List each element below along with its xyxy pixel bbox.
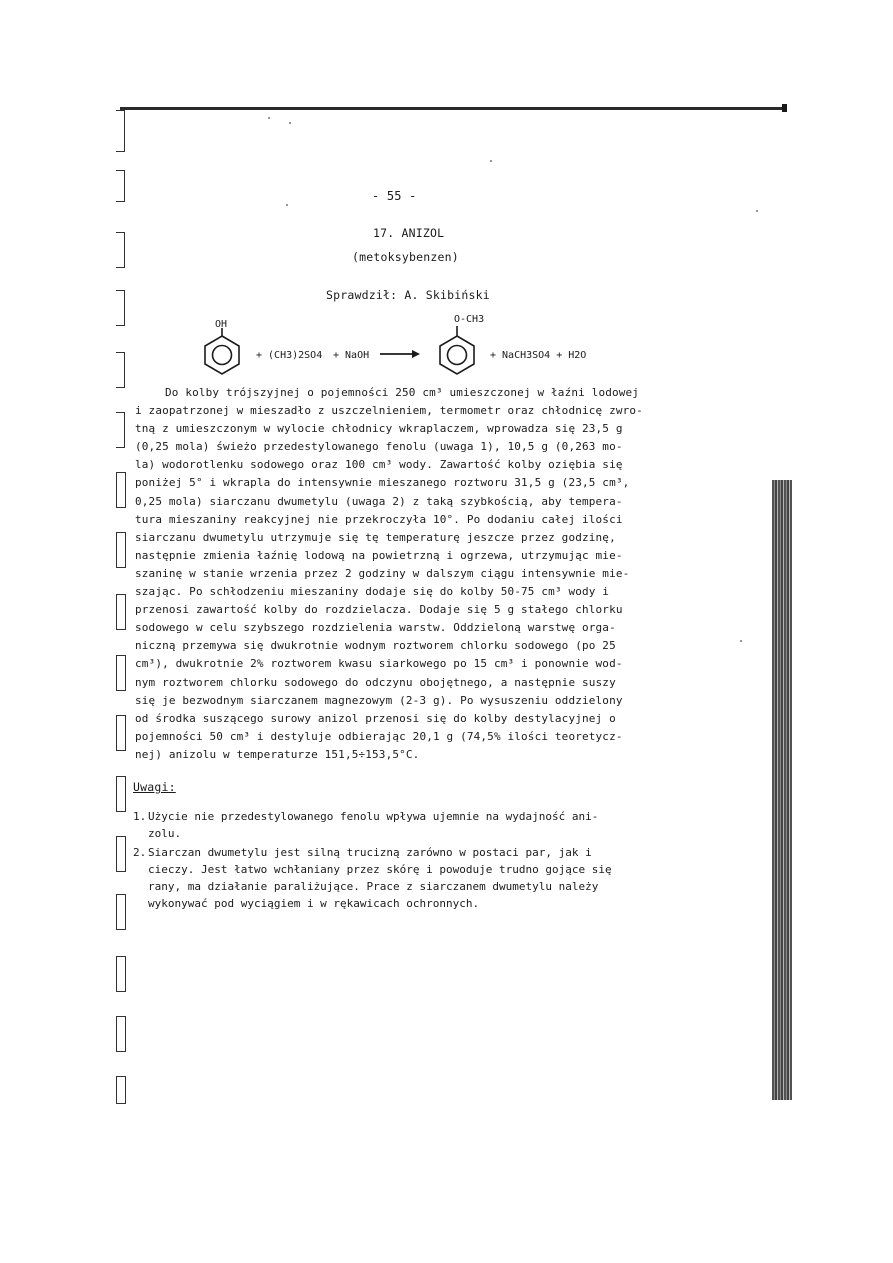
binder-mark — [116, 956, 126, 992]
note-line: rany, ma działanie paraliżujące. Prace z siarczanem dwumetylu należy — [148, 880, 599, 893]
procedure-line: i zaopatrzonej w mieszadło z uszczelnieniem, termometr oraz chłodnicę zwro- — [135, 404, 643, 418]
scan-speck — [286, 204, 288, 206]
binder-mark — [116, 352, 125, 388]
procedure-line: (0,25 mola) świeżo przedestylowanego fenolu (uwaga 1), 10,5 g (0,263 mo- — [135, 440, 623, 454]
procedure-line: pojemności 50 cm³ i destyluje odbierając 20,1 g (74,5% ilości teoretycz- — [135, 729, 623, 743]
right-scan-edge — [772, 480, 792, 1100]
procedure-line: nym roztworem chlorku sodowego do odczynu obojętnego, a następnie suszy — [135, 675, 616, 689]
procedure-line: tura mieszaniny reakcyjnej nie przekroczyła 10°. Po dodaniu całej ilości — [135, 512, 623, 526]
procedure-line: przenosi zawartość kolby do rozdzielacza. Dodaje się 5 g stałego chlorku — [135, 603, 623, 617]
binder-mark — [116, 836, 126, 872]
binder-mark — [116, 110, 125, 152]
procedure-line: się je bezwodnym siarczanem magnezowym (2-3 g). Po wysuszeniu oddzielony — [135, 693, 623, 707]
binder-mark — [116, 170, 125, 202]
binder-mark — [116, 715, 126, 751]
reaction-arrow — [380, 350, 420, 358]
notes-heading: Uwagi: — [133, 780, 176, 794]
binder-mark — [116, 532, 126, 568]
procedure-line: od środka suszącego surowy anizol przenosi się do kolby destylacyjnej o — [135, 711, 616, 725]
reagent-dimethyl-sulfate: + (CH3)2SO4 — [256, 350, 323, 361]
anisole-och3-label: O-CH3 — [454, 314, 485, 325]
note-line: Użycie nie przedestylowanego fenolu wpływa ujemnie na wydajność ani- — [148, 810, 599, 823]
procedure-line: niczną przemywa się dwukrotnie wodnym roztworem chlorku sodowego (po 25 — [135, 639, 616, 653]
binder-mark — [116, 655, 126, 691]
procedure-text — [135, 386, 675, 766]
scan-speck — [756, 210, 758, 212]
phenol-oh-label: OH — [215, 319, 228, 330]
note-line: wykonywać pod wyciągiem i w rękawicach ochronnych. — [148, 897, 480, 910]
binder-mark — [116, 232, 125, 268]
note-item — [133, 808, 673, 842]
scan-speck — [268, 117, 270, 119]
top-edge-mark — [782, 104, 787, 112]
scan-speck — [289, 122, 291, 124]
binder-mark — [116, 1076, 126, 1104]
notes-list — [133, 808, 673, 912]
procedure-line: nej) anizolu w temperaturze 151,5÷153,5°C. — [135, 747, 420, 761]
note-item — [133, 844, 673, 912]
binder-mark — [116, 776, 126, 812]
binder-mark — [116, 412, 125, 448]
note-line: zolu. — [148, 827, 182, 840]
procedure-line: 0,25 mola) siarczanu dwumetylu (uwaga 2) z taką szybkością, aby tempera- — [135, 494, 623, 508]
phenol-structure — [205, 328, 239, 374]
procedure-line: sodowego w celu szybszego rozdzielenia warstw. Oddzieloną warstwę orga- — [135, 621, 616, 635]
note-line: Siarczan dwumetylu jest silną trucizną zarówno w postaci par, jak i — [148, 846, 592, 859]
procedure-line: szaninę w stanie wrzenia przez 2 godziny w dalszym ciągu intensywnie mie- — [135, 566, 630, 580]
procedure-line: tną z umieszczonym w wylocie chłodnicy wkraplaczem, wprowadza się 23,5 g — [135, 422, 623, 436]
reagent-naoh: + NaOH — [333, 350, 370, 361]
note-number: 2. — [133, 846, 147, 859]
binder-mark — [116, 1016, 126, 1052]
checked-by: Sprawdził: A. Skibiński — [326, 288, 490, 302]
procedure-line: cm³), dwukrotnie 2% roztworem kwasu siarkowego po 15 cm³ i ponownie wod- — [135, 657, 623, 671]
byproducts: + NaCH3SO4 + H2O — [490, 350, 587, 361]
anisole-structure — [440, 326, 474, 374]
procedure-line: szając. Po schłodzeniu mieszaniny dodaje się do kolby 50-75 cm³ wody i — [135, 585, 610, 599]
binder-mark — [116, 894, 126, 930]
procedure-line: poniżej 5° i wkrapla do intensywnie mieszanego roztworu 31,5 g (23,5 cm³, — [135, 476, 630, 490]
scan-speck — [740, 640, 742, 642]
page-subtitle: (metoksybenzen) — [352, 250, 459, 264]
procedure-line: następnie zmienia łaźnię lodową na powietrzną i ogrzewa, utrzymując mie- — [135, 548, 623, 562]
note-line: cieczy. Jest łatwo wchłaniany przez skórę i powoduje trudno gojące się — [148, 863, 612, 876]
page-title: 17. ANIZOL — [373, 226, 445, 240]
binder-mark — [116, 472, 126, 508]
procedure-line: Do kolby trójszyjnej o pojemności 250 cm³ umieszczonej w łaźni lodowej — [165, 386, 640, 399]
binder-mark — [116, 290, 125, 326]
procedure-line: siarczanu dwumetylu utrzymuje się tę temperaturę jeszcze przez godzinę, — [135, 530, 616, 544]
note-number: 1. — [133, 810, 147, 823]
page-number: - 55 - — [372, 189, 417, 203]
scan-speck — [490, 160, 492, 162]
binder-mark — [116, 594, 126, 630]
reaction-scheme — [190, 306, 630, 376]
top-edge-line — [120, 107, 786, 110]
procedure-line: la) wodorotlenku sodowego oraz 100 cm³ wody. Zawartość kolby oziębia się — [135, 458, 623, 472]
